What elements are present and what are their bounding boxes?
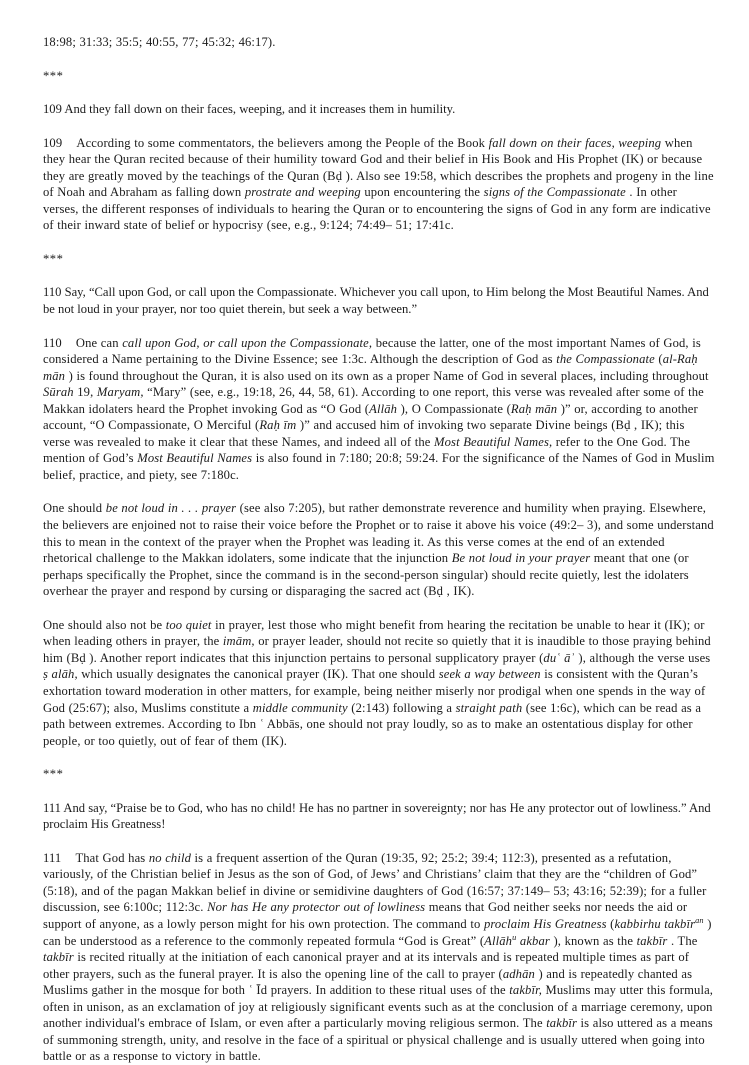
commentary-110-paragraph-1: 110 One can call upon God, or call upon the Compassionate, because the latter, one of the most important Names of God, is considered a Name pertaining to the Divine Essence; see 1:3c. Although the description of God as the Compassionate (al-Raḥ mān ) is found throughout the Quran, it is also used on its own as a proper Name of God in several places, including throughout Sūrah 19, Maryam, “Mary” (see, e.g., 19:18, 26, 44, 58, 61). According to one report, this verse was revealed after some of the Makkan idolaters heard the Prophet invoking God as “O God (Allāh ), O Compassionate (Raḥ mān )” or, according to another account, “O Compassionate, O Merciful (Raḥ īm )” and accused him of invoking two separate Divine beings (Bḍ , IK); this verse was revealed to make it clear that these Names, and indeed all of the Most Beautiful Names, refer to the One God. The mention of God’s Most Beautiful Names is also found in 7:180; 20:8; 59:24. For the significance of the Names of God in Muslim belief, practice, and piety, see 7:180c. xyxy=(43,335,715,482)
section-divider-3: *** xyxy=(43,767,64,782)
section-divider-2: *** xyxy=(43,251,64,266)
commentary-110-paragraph-2: One should be not loud in . . . prayer (see also 7:205), but rather demonstrate reverence and humility when praying. Elsewhere, the believers are enjoined not to raise their voice before the Prophet or to raise it above his voice (49:2– 3), and some understand this to mean in the context of the prayer when the Prophet was leading it. As this verse comes at the end of an extended rhetorical challenge to the Makkan idolaters, some indicate that the injunction Be not loud in your prayer meant that one (or perhaps specifically the Prophet, since the command is in the second-person singular) should recite quietly, lest the idolaters overhear the prayer and respond by cursing or disparaging the sacred act (Bḍ , IK). xyxy=(43,501,714,599)
commentary-111: 111 That God has no child is a frequent assertion of the Quran (19:35, 92; 25:2; 39:4; 112:3), presented as a refutation, variously, of the Christian belief in Jesus as the son of God, of Jews’ and Christians’ claim that they are the “children of God” (5:18), and of the pagan Makkan belief in divine or semidivine daughters of God (16:57; 37:149– 53; 43:16; 52:39); for a fuller discussion, see 6:100c; 112:3c. Nor has He any protector out of lowliness means that God neither seeks nor needs the aid or support of anyone, as a lowly person might for his own protection. The command to proclaim His Greatness (kabbirhu takbīr$^{an}$ ) can be understood as a reference to the commonly repeated formula “God is Great” (Allāh$^u$ akbar ), known as the takbīr . The takbīr is recited ritually at the initiation of each canonical prayer and at its intervals and is repeated multiple times as part of other prayers, such as the funeral prayer. It is also the opening line of the call to prayer (adhān ) and is repeatedly chanted as Muslims gather in the mosque for both ʿ Īd prayers. In addition to these ritual uses of the takbīr, Muslims may utter this formula, often in unison, as an exclamation of joy at religiously significant events such as at the conclusion of a marriage ceremony, upon another individual's embrace of Islam, or even after a particularly moving religious sermon. The takbīr is also uttered as a means of summoning strength, unity, and resolve in the face of a spiritual or physical challenge and is usually uttered when going into battle or as a response to victory in battle. xyxy=(43,850,714,1064)
spacer xyxy=(43,483,715,500)
verse-109: 109 And they fall down on their faces, weeping, and it increases them in humility. xyxy=(43,102,456,117)
spacer xyxy=(43,600,715,617)
spacer xyxy=(43,118,715,135)
spacer xyxy=(43,783,715,800)
commentary-110-paragraph-3: One should also not be too quiet in prayer, lest those who might benefit from hearing the recitation be unable to hear it (IK); or when leading others in prayer, the imām, or prayer leader, should not recite so quietly that it is inaudible to those praying behind him (Bḍ ). Another report indicates that this injunction pertains to personal supplicatory prayer (duʿ āʾ ), although the verse uses ṣ alāh, which usually designates the canonical prayer (IK). That one should seek a way between is consistent with the Quran’s exhortation toward moderation in other matters, for example, being neither miserly nor prodigal when one spends in the way of God (25:67); also, Muslims constitute a middle community (2:143) following a straight path (see 1:6c), which can be read as a path between extremes. According to Ibn ʿ Abbās, one should not pray loudly, so as to make an ostentatious display for other people, or too quietly, out of fear of them (IK). xyxy=(43,617,711,748)
verse-110: 110 Say, “Call upon God, or call upon the Compassionate. Whichever you call upon, to Him belong the Most Beautiful Names. And be not loud in your prayer, nor too quiet therein, but seek a way between.” xyxy=(43,285,709,317)
page-content xyxy=(43,34,715,1065)
spacer xyxy=(43,51,715,68)
top-references-line: 18:98; 31:33; 35:5; 40:55, 77; 45:32; 46:17). xyxy=(43,35,276,49)
spacer xyxy=(43,267,715,284)
section-divider-1: *** xyxy=(43,68,64,83)
commentary-109: 109 According to some commentators, the believers among the People of the Book fall down on their faces, weeping when they hear the Quran recited because of their humility toward God and their belief in His Book and His Prophet (IK) or because they are greatly moved by the teachings of the Quran (Bḍ ). Also see 19:58, which describes the prophets and progeny in the line of Noah and Abraham as falling down prostrate and weeping upon encountering the signs of the Compassionate . In other verses, the different responses of individuals to hearing the Quran or to encountering the signs of God in any form are indicative of their inward state of belief or hypocrisy (see, e.g., 9:124; 74:49– 51; 17:41c. xyxy=(43,135,714,233)
spacer xyxy=(43,84,715,101)
spacer xyxy=(43,318,715,335)
spacer xyxy=(43,749,715,766)
spacer xyxy=(43,234,715,251)
spacer xyxy=(43,833,715,850)
verse-111: 111 And say, “Praise be to God, who has no child! He has no partner in sovereignty; nor has He any protector out of lowliness.” And proclaim His Greatness! xyxy=(43,800,711,832)
